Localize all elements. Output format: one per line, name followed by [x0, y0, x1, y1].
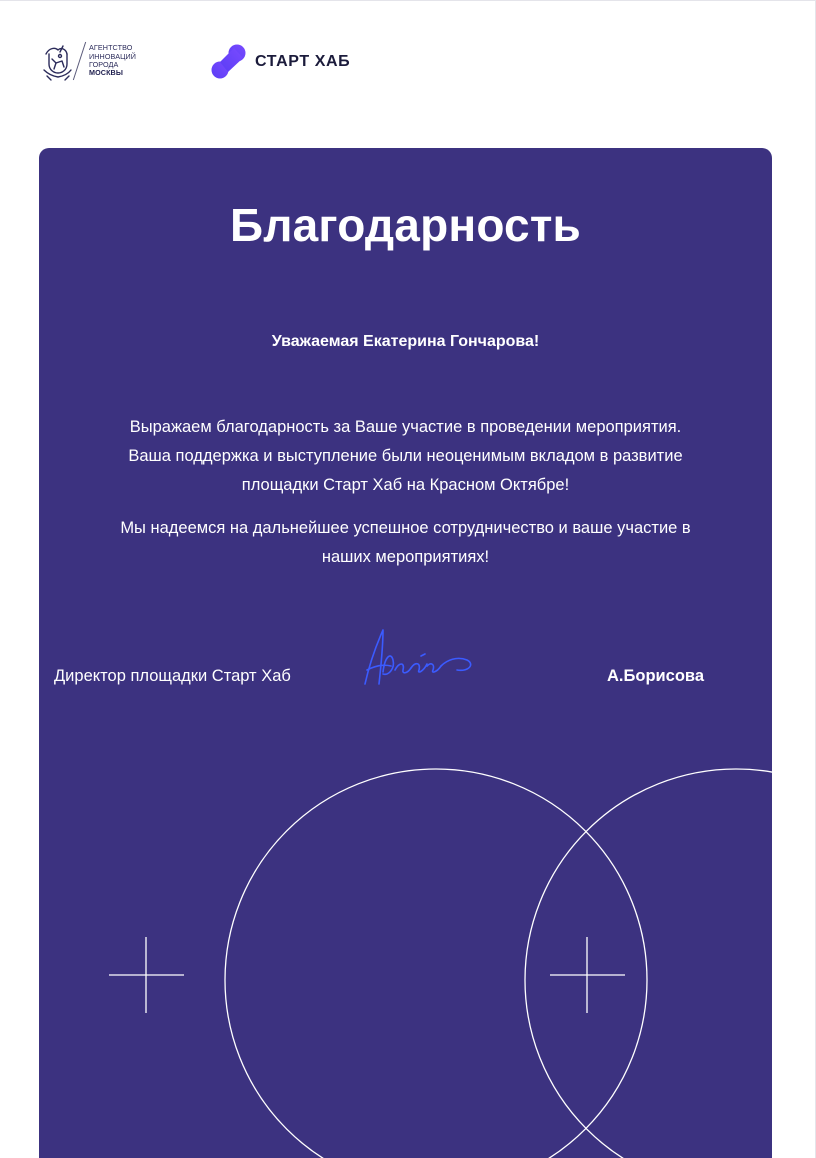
- greeting: Уважаемая Екатерина Гончарова!: [271, 333, 540, 350]
- start-hub-name: СТАРТ ХАБ: [255, 53, 351, 70]
- start-hub-logo: [210, 44, 350, 80]
- moscow-emblem-icon: [40, 40, 74, 82]
- agency-line-3: ГОРОДА: [89, 60, 119, 69]
- certificate-card: [39, 148, 772, 1158]
- certificate-title: Благодарность: [229, 199, 582, 251]
- cooperation-paragraph: Мы надеемся на дальнейшее успешное сотрудничество и ваше участие в наших мероприятиях!: [120, 519, 691, 566]
- signer-name: А.Борисова: [607, 667, 705, 685]
- agency-line-2: ИННОВАЦИЙ: [89, 51, 137, 61]
- decor-cross-right: [550, 937, 625, 1013]
- top-border: [0, 0, 816, 1]
- logo-divider: [73, 42, 86, 80]
- agency-logo: [40, 40, 136, 82]
- handwritten-signature-icon: [361, 626, 477, 690]
- decor-circle-left: [225, 769, 647, 1158]
- decor-circle-right: [525, 769, 772, 1158]
- agency-line-1: АГЕНТСТВО: [89, 43, 133, 53]
- start-hub-logo-icon: [210, 44, 248, 80]
- gratitude-paragraph: Выражаем благодарность за Ваше участие в проведении мероприятия. Ваша поддержка и выступление были неоценимым вкладом в развитие площадки Старт Хаб на Красном Октябре!: [128, 418, 683, 494]
- signer-role: Директор площадки Старт Хаб: [54, 667, 291, 685]
- agency-name: [89, 44, 136, 78]
- agency-line-4: МОСКВЫ: [89, 68, 123, 78]
- decor-cross-left: [109, 937, 184, 1013]
